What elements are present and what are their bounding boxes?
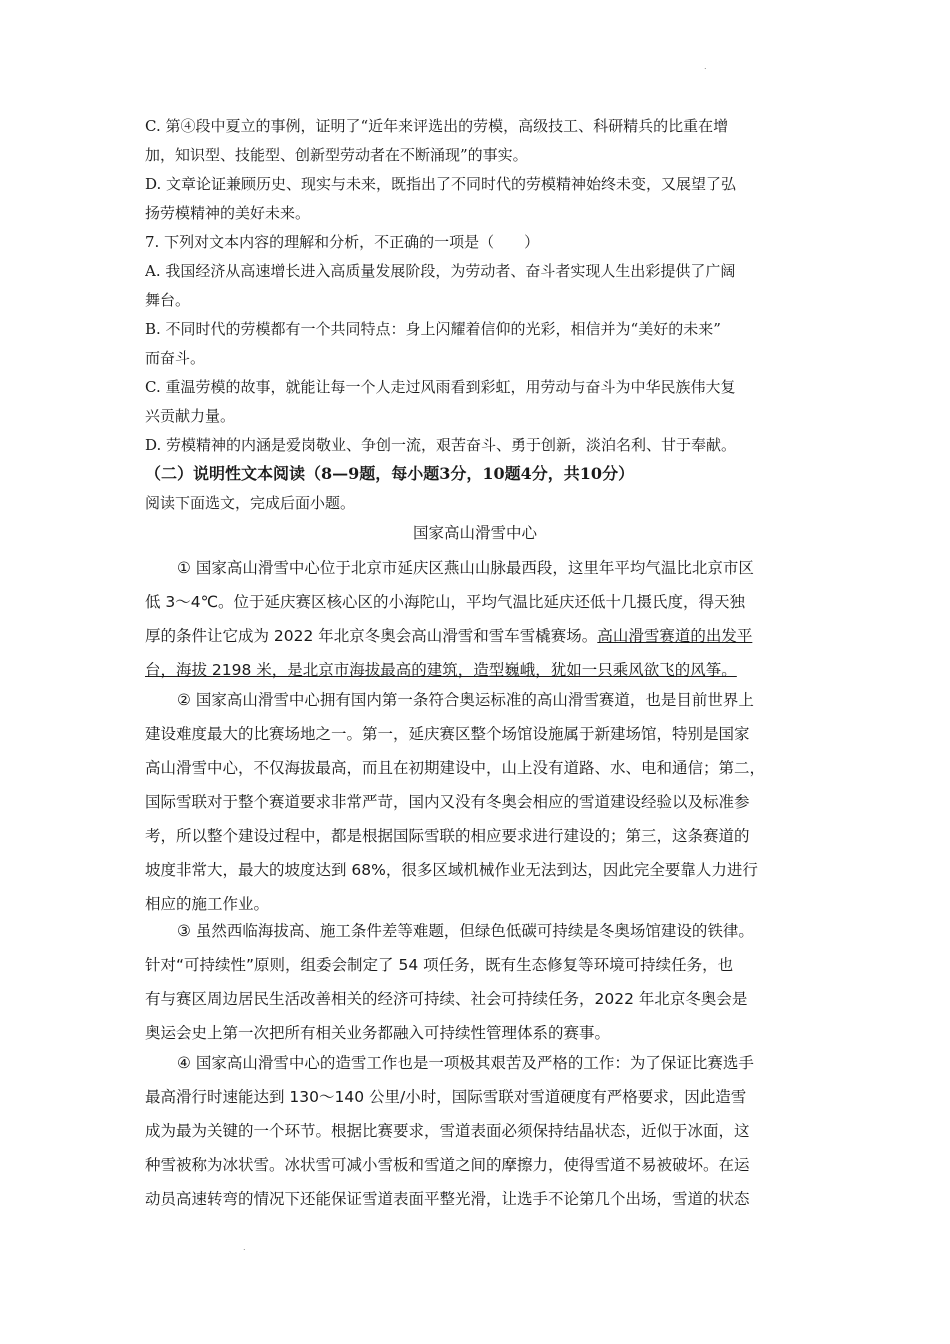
p4-line3: 成为最为关键的一个环节。根据比赛要求，雪道表面必须保持结晶状态，近似于冰面，这 (145, 1122, 750, 1140)
p3-line4: 奥运会史上第一次把所有相关业务都融入可持续性管理体系的赛事。 (145, 1024, 611, 1042)
p1-underlined-sentence-start: 高山滑雪赛道的出发平 (597, 627, 753, 645)
p4-line1: ④ 国家高山滑雪中心的造雪工作也是一项极其艰苦及严格的工作：为了保证比赛选手 (177, 1054, 754, 1072)
q7-option-b-line2: 而奋斗。 (145, 349, 206, 367)
p3-line2: 针对“可持续性”原则，组委会制定了 54 项任务，既有生态修复等环境可持续任务，也 (145, 956, 734, 974)
p1-line3 (145, 619, 809, 653)
q6-options (145, 112, 809, 228)
q7-option-a-line2: 舞台。 (145, 291, 191, 309)
p1-line3-plain: 厚的条件让它成为 2022 年北京冬奥会高山滑雪和雪车雪橇赛场。 (145, 627, 598, 645)
bottom-mark: . (243, 1243, 246, 1252)
article-title: 国家高山滑雪中心 (412, 524, 537, 542)
q7-option-c-line2: 兴贡献力量。 (145, 407, 236, 425)
p2-line2: 建设难度最大的比赛场地之一。第一，延庆赛区整个场馆设施属于新建场馆，特别是国家 (145, 725, 750, 743)
p2-line5: 考，所以整个建设过程中，都是根据国际雪联的相应要求进行建设的；第三，这条赛道的 (145, 827, 750, 845)
paragraph-3 (145, 914, 809, 1050)
reading-instruction: 阅读下面选文，完成后面小题。 (145, 494, 356, 512)
p3-line1: ③ 虽然西临海拔高、施工条件差等难题，但绿色低碳可持续是冬奥场馆建设的铁律。 (177, 922, 754, 940)
p2-line4: 国际雪联对于整个赛道要求非常严苛，国内又没有冬奥会相应的雪道建设经验以及标准参 (145, 793, 750, 811)
p1-underlined-sentence-end: 台，海拔 2198 米，是北京市海拔最高的建筑，造型巍峨，犹如一只乘风欲飞的风筝。 (145, 661, 737, 679)
p1-line4 (145, 653, 809, 687)
paragraph-1 (145, 551, 809, 687)
top-mark: . (704, 62, 707, 71)
q6-option-c-line2: 加，知识型、技能型、创新型劳动者在不断涌现”的事实。 (145, 146, 528, 164)
q7-option-c-line1: C. 重温劳模的故事，就能让每一个人走过风雨看到彩虹，用劳动与奋斗为中华民族伟大复 (145, 378, 736, 396)
section-heading: （二）说明性文本阅读（8—9题，每小题3分，10题4分，共10分） (145, 464, 635, 483)
p2-line7: 相应的施工作业。 (145, 895, 270, 913)
q6-option-c-line1: C. 第④段中夏立的事例，证明了“近年来评选出的劳模，高级技工、科研精兵的比重在增 (145, 117, 729, 135)
q7-option-a-line1: A. 我国经济从高速增长进入高质量发展阶段，为劳动者、奋斗者实现人生出彩提供了广阔 (145, 262, 736, 280)
p2-line3: 高山滑雪中心，不仅海拔最高，而且在初期建设中，山上没有道路、水、电和通信；第二， (145, 759, 766, 777)
p1-line1: ① 国家高山滑雪中心位于北京市延庆区燕山山脉最西段，这里年平均气温比北京市区 (177, 559, 754, 577)
p1-line2: 低 3～4℃。位于延庆赛区核心区的小海陀山，平均气温比延庆还低十几摄氏度，得天独 (145, 593, 746, 611)
paragraph-2 (145, 683, 809, 921)
q6-option-d-line1: D. 文章论证兼顾历史、现实与未来，既指出了不同时代的劳模精神始终未变，又展望了弘 (145, 175, 737, 193)
p2-line1: ② 国家高山滑雪中心拥有国内第一条符合奥运标准的高山滑雪赛道，也是目前世界上 (177, 691, 754, 709)
question-7 (145, 228, 809, 460)
q7-stem: 7. 下列对文本内容的理解和分析，不正确的一项是（ ） (145, 233, 540, 251)
q7-option-b-line1: B. 不同时代的劳模都有一个共同特点：身上闪耀着信仰的光彩，相信并为“美好的未来” (145, 320, 721, 338)
p4-line4: 种雪被称为冰状雪。冰状雪可减小雪板和雪道之间的摩擦力，使得雪道不易被破坏。在运 (145, 1156, 750, 1174)
p4-line2: 最高滑行时速能达到 130～140 公里/小时，国际雪联对雪道硬度有严格要求，因此造雪 (145, 1088, 747, 1106)
p3-line3: 有与赛区周边居民生活改善相关的经济可持续、社会可持续任务，2022 年北京冬奥会是 (145, 990, 748, 1008)
paragraph-4 (145, 1046, 809, 1216)
q7-option-d-line1: D. 劳模精神的内涵是爱岗敬业、争创一流，艰苦奋斗、勇于创新，淡泊名利、甘于奉献。 (145, 436, 737, 454)
p2-line6: 坡度非常大，最大的坡度达到 68%，很多区域机械作业无法到达，因此完全要靠人力进行 (145, 861, 758, 879)
q6-option-d-line2: 扬劳模精神的美好未来。 (145, 204, 311, 222)
p4-line5: 动员高速转弯的情况下还能保证雪道表面平整光滑，让选手不论第几个出场，雪道的状态 (145, 1190, 750, 1208)
